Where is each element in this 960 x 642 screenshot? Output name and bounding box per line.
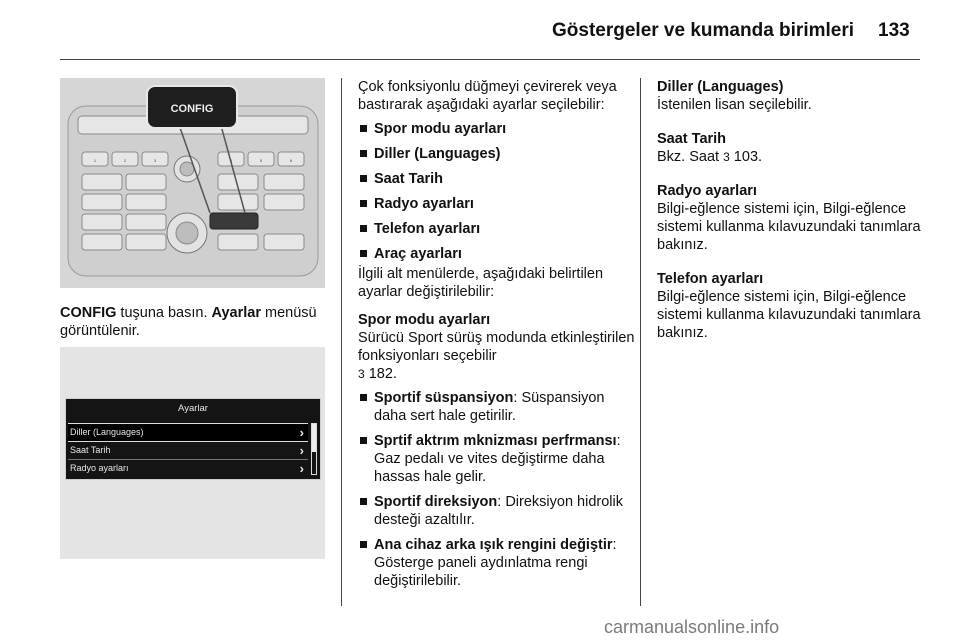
list-item: Telefon ayarları bbox=[358, 220, 638, 238]
section-text: Bilgi-eğlence sistemi için, Bilgi-eğlence sistemi kullanma kılavuzundaki tanımlara bakınız. bbox=[657, 289, 921, 341]
screen-row-clock-date[interactable] bbox=[68, 442, 308, 460]
section-text: Bilgi-eğlence sistemi için, Bilgi-eğlence sistemi kullanma kılavuzundaki tanımlara bakınız. bbox=[657, 201, 921, 253]
config-zoom-label: CONFIG bbox=[170, 103, 214, 115]
screen-row-label: Diller (Languages) bbox=[70, 427, 144, 437]
intro-paragraph: Çok fonksiyonlu düğmeyi çevirerek veya bastırarak aşağıdaki ayarlar seçilebilir: bbox=[358, 79, 617, 113]
sub-intro-paragraph: İlgili alt menülerde, aşağıdaki belirtilen ayarlar değiştirilebilir: bbox=[358, 266, 604, 300]
watermark[interactable]: carmanualsonline.info bbox=[604, 617, 780, 637]
preset-label: 4 bbox=[229, 158, 233, 163]
section-text: Bkz. Saat 3 103. bbox=[657, 149, 763, 165]
list-item: Radyo ayarları bbox=[358, 195, 638, 213]
preset-label: 2 bbox=[123, 158, 127, 163]
sport-paragraph: Sürücü Sport sürüş modunda etkinleştirilen fonksiyonları seçebilir 3 182. bbox=[358, 330, 635, 382]
preset-label: 6 bbox=[289, 158, 293, 163]
ayarlar-keyword: Ayarlar bbox=[211, 305, 261, 321]
section-heading: Diller (Languages) bbox=[657, 79, 784, 95]
section-heading: Radyo ayarları bbox=[657, 183, 757, 199]
config-button-small bbox=[210, 213, 258, 229]
chevron-right-icon: › bbox=[299, 425, 304, 440]
section-heading: Saat Tarih bbox=[657, 131, 727, 147]
preset-label: 5 bbox=[259, 158, 263, 163]
scrollbar-thumb bbox=[312, 424, 316, 452]
settings-screen bbox=[65, 398, 321, 480]
list-item: Spor modu ayarları bbox=[358, 120, 638, 138]
console-photo bbox=[60, 78, 325, 288]
screen-row-label: Radyo ayarları bbox=[70, 463, 129, 473]
page-number: 133 bbox=[878, 20, 910, 41]
list-item: Sportif süspansiyon: Süspansiyon daha sert hale getirilir. bbox=[358, 389, 638, 425]
list-item: Saat Tarih bbox=[358, 170, 638, 188]
page-ref-icon: 3 bbox=[723, 150, 730, 164]
column-3 bbox=[657, 78, 927, 342]
page-header-title: Göstergeler ve kumanda birimleri bbox=[552, 20, 855, 41]
preset-label: 1 bbox=[93, 158, 97, 163]
list-item: Ana cihaz arka ışık rengini değiştir: Gösterge paneli aydınlatma rengi değiştirilebilir. bbox=[358, 536, 638, 590]
section-heading: Telefon ayarları bbox=[657, 271, 764, 287]
preset-label: 3 bbox=[153, 158, 157, 163]
column-2 bbox=[358, 78, 638, 597]
list-item: Diller (Languages) bbox=[358, 145, 638, 163]
page-ref-icon: 3 bbox=[358, 367, 365, 381]
section-text: İstenilen lisan seçilebilir. bbox=[657, 97, 812, 113]
header-rule bbox=[60, 59, 920, 60]
console-illustration bbox=[60, 78, 325, 288]
column-divider-1 bbox=[341, 78, 342, 606]
figure1-caption bbox=[60, 304, 330, 340]
screen-row-label: Saat Tarih bbox=[70, 445, 111, 455]
caption-text-1: tuşuna basın. bbox=[116, 305, 212, 321]
list-item: Sportif direksiyon: Direksiyon hidrolik desteği azaltılır. bbox=[358, 493, 638, 529]
config-keyword: CONFIG bbox=[60, 305, 117, 321]
list-item: Sprtif aktrım mknizması perfrmansı: Gaz pedalı ve vites değiştirme daha hassas hale gelir. bbox=[358, 432, 638, 486]
list-item: Araç ayarları bbox=[358, 245, 638, 263]
screen-scrollbar[interactable] bbox=[311, 423, 317, 475]
column-divider-2 bbox=[640, 78, 641, 606]
chevron-right-icon: › bbox=[299, 443, 304, 458]
screen-row-languages[interactable] bbox=[68, 423, 308, 442]
caption-text-2: menüsü görüntülenir. bbox=[60, 305, 317, 339]
screen-title: Ayarlar bbox=[178, 403, 208, 414]
screen-row-radio-settings[interactable] bbox=[68, 460, 308, 477]
chevron-right-icon: › bbox=[299, 461, 304, 476]
sport-heading: Spor modu ayarları bbox=[358, 312, 491, 328]
